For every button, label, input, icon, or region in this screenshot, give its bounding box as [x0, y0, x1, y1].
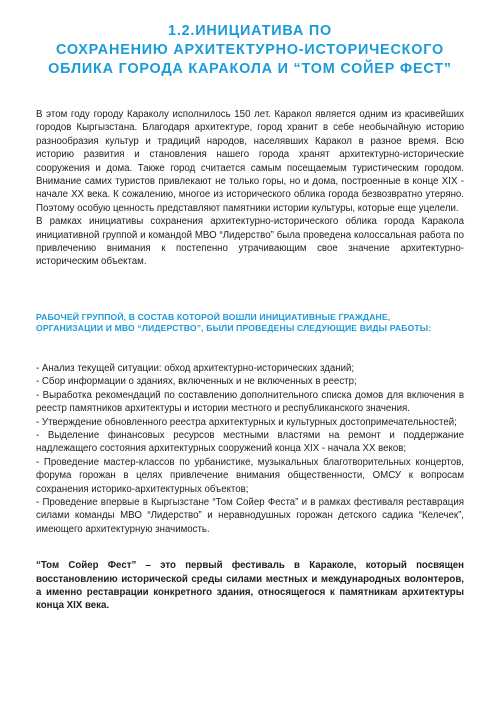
- works-heading-line-1: РАБОЧЕЙ ГРУППОЙ, В СОСТАВ КОТОРОЙ ВОШЛИ ИНИЦИАТИВНЫЕ ГРАЖДАНЕ,: [36, 311, 391, 322]
- intro-paragraph: В этом году городу Караколу исполнилось 150 лет. Каракол является одним из красивейших городов Кыргызстана. Благодаря архитектуре, город хранит в себе необычайную историю разнообразия культур и традиций народов, населявших Каракол в разное время. Всю историю развития и становления нашего города хранят архитектурно-исторические сооружения и дома. Также город считается самым посещаемым туристическим городом. Внимание самих туристов привлекают не только горы, но и дома, построенные в конце XIX - начале XX века. К сожалению, многое из исторического облика города безвозвратно утеряно. Поэтому особую ценность представляют памятники истории культуры, которые еще уцелели.: [36, 109, 464, 214]
- festival-summary: “Том Сойер Фест” – это первый фестиваль в Караколе, который посвящен восстановлению исторической среды силами местных и международных волонтеров, а именно реставрации конкретного здания, относящегося к памятникам архитектуры конца XIX века.: [36, 560, 464, 612]
- works-heading-line-2: ОРГАНИЗАЦИИ И МВО “ЛИДЕРСТВО”, БЫЛИ ПРОВЕДЕНЫ СЛЕДУЮЩИЕ ВИДЫ РАБОТЫ:: [36, 323, 432, 334]
- title-line-1: 1.2.ИНИЦИАТИВА ПО: [168, 23, 332, 39]
- works-list: [36, 362, 464, 536]
- list-item: - Анализ текущей ситуации: обход архитектурно-исторических зданий;: [36, 362, 355, 374]
- list-item: - Проведение мастер-классов по урбанистике, музыкальных благотворительных концертов, форума горожан в целях привлечение внимания общественности, ОМСУ к вопросам сохранения историко-архитектурных объектов;: [36, 456, 464, 495]
- list-item: - Проведение впервые в Кыргызстане “Том Сойер Феста” и в рамках фестиваля реставрация силами команды МВО “Лидерство” и неравнодушных горожан детского садика “Келечек”, имеющего архитектурную значимость.: [36, 496, 464, 535]
- title-line-3: ОБЛИКА ГОРОДА КАРАКОЛА И “ТОМ СОЙЕР ФЕСТ”: [48, 61, 452, 77]
- page-title: [36, 0, 464, 79]
- list-item: - Утверждение обновленного реестра архитектурных и культурных достопримечательностей;: [36, 416, 457, 428]
- list-item: - Выработка рекомендаций по составлению дополнительного списка домов для включения в реестр памятников архитектуры и истории местного и республиканского значения.: [36, 389, 464, 415]
- works-heading: [36, 312, 464, 335]
- list-item: - Выделение финансовых ресурсов местными властями на ремонт и поддержание надлежащего состояния архитектурных сооружений конца XIX - начала XX веков;: [36, 429, 464, 455]
- intro-section: [36, 108, 464, 269]
- title-line-2: СОХРАНЕНИЮ АРХИТЕКТУРНО-ИСТОРИЧЕСКОГО: [56, 42, 444, 58]
- list-item: - Сбор информации о зданиях, включенных и не включенных в реестр;: [36, 376, 357, 388]
- intro-paragraph: В рамках инициативы сохранения архитектурно-исторического облика города Каракола инициативной группой и командой МВО “Лидерство” была проведена колоссальная работа по привлечению внимания к постепенно утрачивающим свое значение архитектурно-историческим объектам.: [36, 216, 464, 268]
